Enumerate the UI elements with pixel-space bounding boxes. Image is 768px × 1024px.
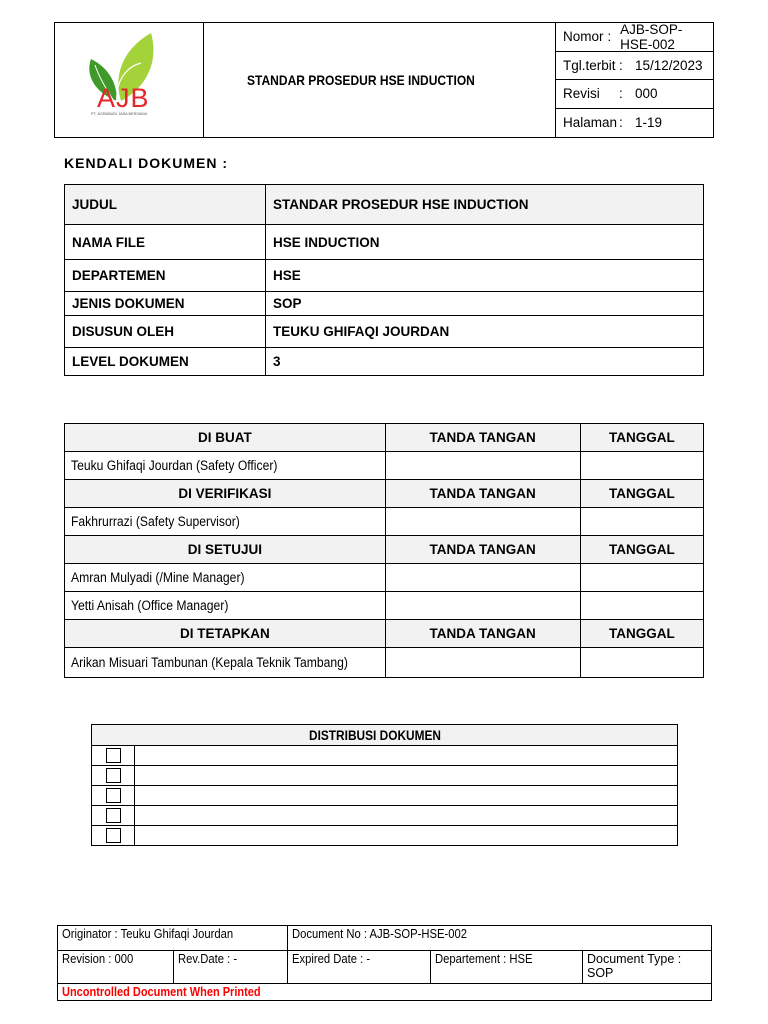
kendali-value: HSE INDUCTION <box>266 225 704 260</box>
section-title: DI SETUJUI <box>65 536 386 564</box>
checkbox-icon[interactable] <box>106 788 121 803</box>
date-cell <box>580 648 703 678</box>
footer-departement: Departement : HSE <box>431 951 583 983</box>
person-name: Arikan Misuari Tambunan (Kepala Teknik Tambang) <box>65 648 386 678</box>
approval-table <box>64 423 704 678</box>
signature-cell <box>385 592 580 620</box>
meta-label: Tgl.terbit <box>563 57 616 73</box>
kendali-dokumen-heading: KENDALI DOKUMEN : <box>64 155 228 171</box>
distribution-title: DISTRIBUSI DOKUMEN <box>92 725 678 746</box>
document-meta <box>555 23 713 137</box>
kendali-value: 3 <box>266 348 704 376</box>
signature-cell <box>385 648 580 678</box>
footer-document-no: Document No : AJB-SOP-HSE-002 <box>292 927 468 941</box>
distribution-checkbox[interactable] <box>92 766 135 786</box>
section-title: DI VERIFIKASI <box>65 480 386 508</box>
checkbox-icon[interactable] <box>106 748 121 763</box>
meta-label: Revisi <box>563 86 600 102</box>
document-header <box>54 22 714 138</box>
section-header-row <box>65 424 704 452</box>
date-header: TANGGAL <box>580 620 703 648</box>
date-header: TANGGAL <box>580 536 703 564</box>
date-cell <box>580 564 703 592</box>
company-logo <box>55 23 204 137</box>
meta-label: Halaman <box>563 115 618 131</box>
section-header-row <box>65 536 704 564</box>
section-header-row <box>65 620 704 648</box>
checkbox-icon[interactable] <box>106 808 121 823</box>
logo-text: AJB <box>97 83 150 113</box>
kendali-key: JUDUL <box>65 185 266 225</box>
person-name: Fakhrurrazi (Safety Supervisor) <box>65 508 386 536</box>
document-title: STANDAR PROSEDUR HSE INDUCTION <box>246 72 475 88</box>
table-row <box>92 806 678 826</box>
ajb-logo-icon <box>55 23 203 137</box>
footer-row <box>58 951 711 984</box>
table-row <box>92 766 678 786</box>
table-row <box>65 225 704 260</box>
kendali-value: TEUKU GHIFAQI JOURDAN <box>266 316 704 348</box>
kendali-key: LEVEL DOKUMEN <box>65 348 266 376</box>
distribution-header-row <box>92 725 678 746</box>
kendali-key: DISUSUN OLEH <box>65 316 266 348</box>
meta-separator: : <box>607 29 612 45</box>
footer-rev-date: Rev.Date : - <box>174 951 288 983</box>
distribution-checkbox[interactable] <box>92 786 135 806</box>
person-name: Yetti Anisah (Office Manager) <box>65 592 386 620</box>
checkbox-icon[interactable] <box>106 828 121 843</box>
footer-row <box>58 926 711 951</box>
uncontrolled-notice: Uncontrolled Document When Printed <box>62 985 261 999</box>
distribution-entry <box>135 786 678 806</box>
meta-row-revisi <box>555 80 713 109</box>
meta-separator: : <box>619 115 623 131</box>
meta-value: 1-19 <box>635 115 663 131</box>
signature-cell <box>385 508 580 536</box>
distribution-checkbox[interactable] <box>92 826 135 846</box>
distribution-table <box>91 724 678 846</box>
table-row <box>92 826 678 846</box>
table-row <box>65 185 704 225</box>
meta-separator: : <box>619 57 623 73</box>
table-row <box>65 348 704 376</box>
distribution-entry <box>135 806 678 826</box>
table-row <box>92 786 678 806</box>
person-name: Amran Mulyadi (/Mine Manager) <box>65 564 386 592</box>
kendali-key: NAMA FILE <box>65 225 266 260</box>
footer-expired-date: Expired Date : - <box>288 951 431 983</box>
signature-header: TANDA TANGAN <box>385 536 580 564</box>
meta-value: AJB-SOP-HSE-002 <box>620 21 683 52</box>
section-header-row <box>65 480 704 508</box>
kendali-value: STANDAR PROSEDUR HSE INDUCTION <box>266 185 704 225</box>
person-name: Teuku Ghifaqi Jourdan (Safety Officer) <box>65 452 386 480</box>
meta-separator: : <box>619 86 623 102</box>
meta-row-nomor <box>555 23 713 52</box>
date-header: TANGGAL <box>580 424 703 452</box>
meta-row-halaman <box>555 109 713 138</box>
table-row <box>65 292 704 316</box>
signature-header: TANDA TANGAN <box>385 620 580 648</box>
distribution-entry <box>135 746 678 766</box>
meta-value: 15/12/2023 <box>635 57 703 73</box>
distribution-entry <box>135 766 678 786</box>
checkbox-icon[interactable] <box>106 768 121 783</box>
signature-header: TANDA TANGAN <box>385 480 580 508</box>
section-title: DI TETAPKAN <box>65 620 386 648</box>
date-cell <box>580 592 703 620</box>
table-row <box>65 592 704 620</box>
table-row <box>92 746 678 766</box>
footer-revision: Revision : 000 <box>58 951 174 983</box>
distribution-entry <box>135 826 678 846</box>
footer-row <box>58 984 711 1000</box>
section-title: DI BUAT <box>65 424 386 452</box>
signature-cell <box>385 564 580 592</box>
date-cell <box>580 508 703 536</box>
table-row <box>65 260 704 292</box>
logo-subtext: PT. AGRABUDI JASA BERSAMA <box>91 112 148 116</box>
table-row <box>65 508 704 536</box>
kendali-value: SOP <box>266 292 704 316</box>
meta-value: 000 <box>635 86 658 102</box>
table-row <box>65 316 704 348</box>
footer-originator: Originator : Teuku Ghifaqi Jourdan <box>58 926 288 950</box>
kendali-value: HSE <box>266 260 704 292</box>
table-row <box>65 452 704 480</box>
kendali-key: JENIS DOKUMEN <box>65 292 266 316</box>
table-row <box>65 648 704 678</box>
document-footer <box>57 925 712 1001</box>
meta-label: Nomor <box>563 29 604 45</box>
signature-header: TANDA TANGAN <box>385 424 580 452</box>
signature-cell <box>385 452 580 480</box>
kendali-dokumen-table <box>64 184 704 376</box>
table-row <box>65 564 704 592</box>
date-cell <box>580 452 703 480</box>
date-header: TANGGAL <box>580 480 703 508</box>
distribution-checkbox[interactable] <box>92 806 135 826</box>
kendali-key: DEPARTEMEN <box>65 260 266 292</box>
document-title-cell <box>203 23 556 137</box>
distribution-checkbox[interactable] <box>92 746 135 766</box>
meta-row-tgl-terbit <box>555 52 713 81</box>
footer-document-type: Document Type : SOP <box>587 952 682 980</box>
